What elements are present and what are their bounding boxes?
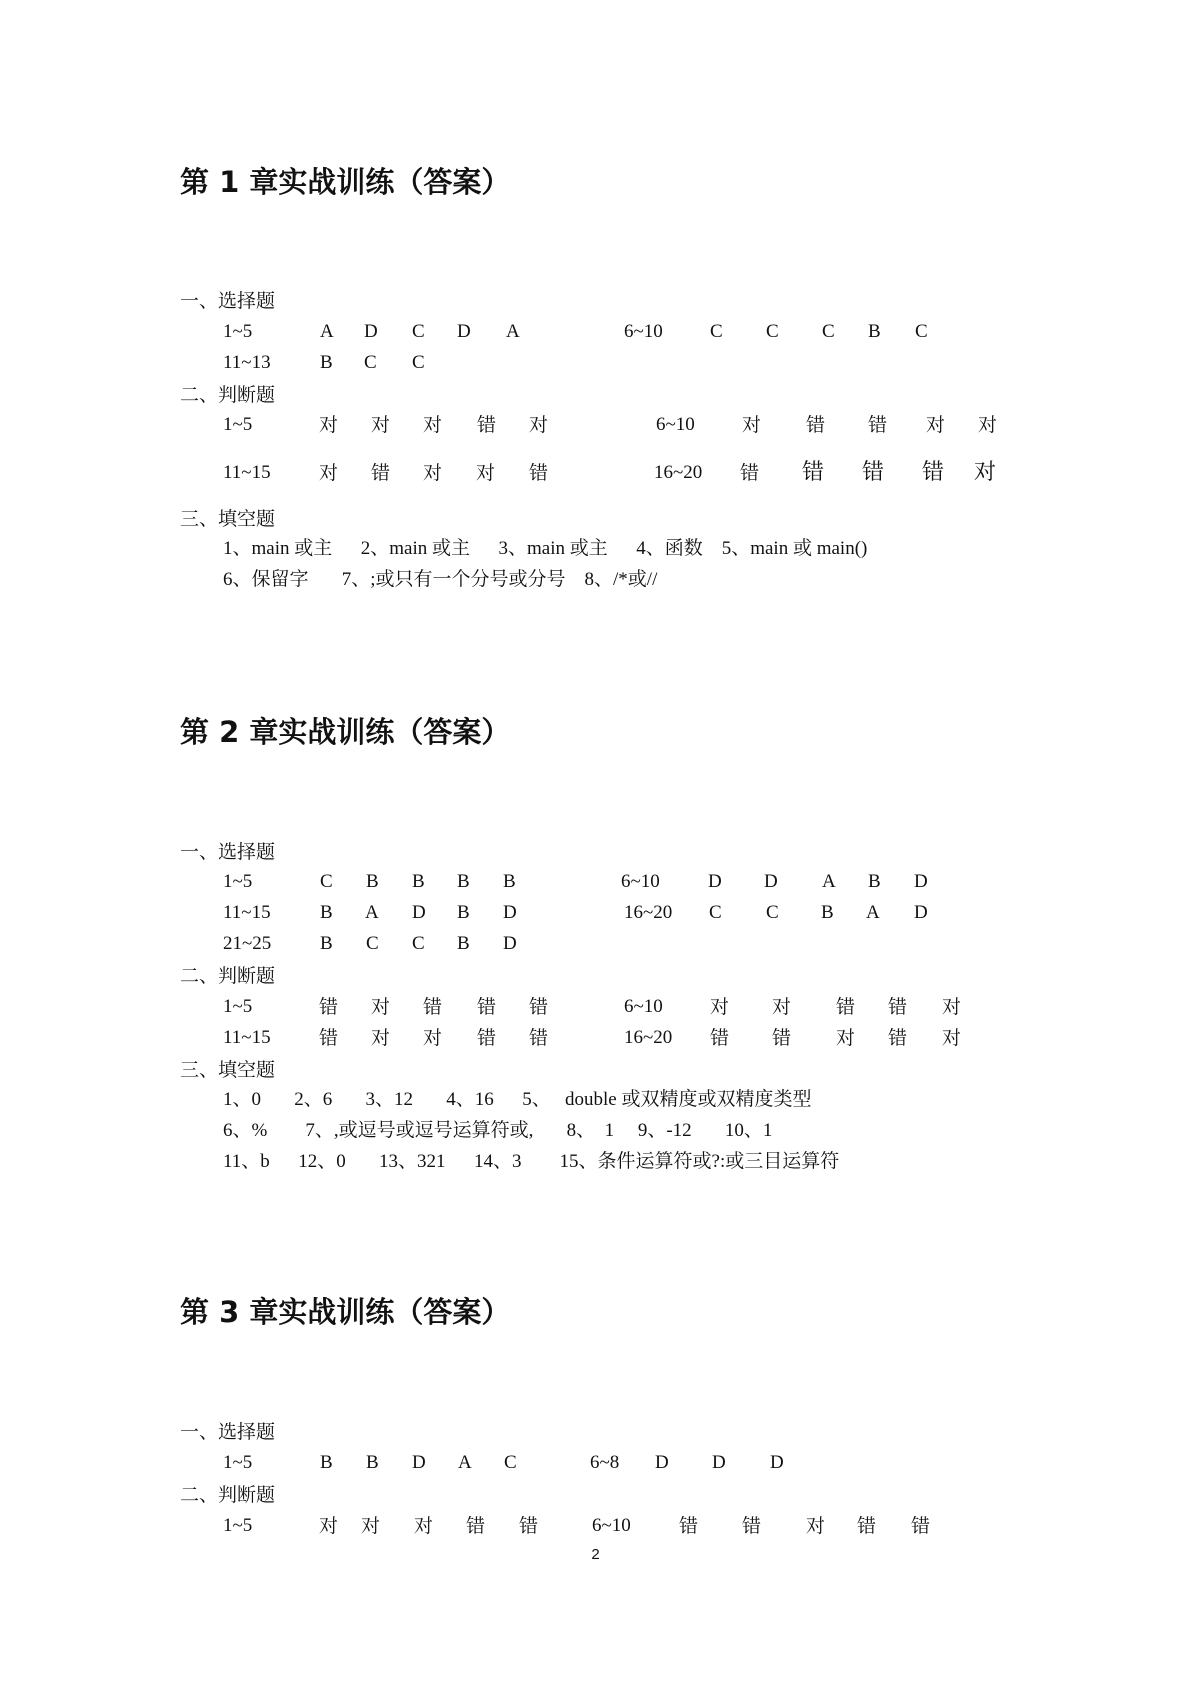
answer-cell: D bbox=[364, 321, 378, 342]
answer-row bbox=[0, 868, 1191, 896]
answer-cell: C bbox=[766, 902, 779, 923]
answer-row bbox=[0, 1024, 1191, 1052]
answer-cell: 错 bbox=[519, 1515, 539, 1537]
answer-cell: B bbox=[868, 321, 881, 342]
answer-row bbox=[0, 1512, 1191, 1540]
chapter-title: 第 2 章实战训练（答案） bbox=[180, 715, 511, 749]
answer-cell: B bbox=[457, 933, 470, 954]
answer-cell: 对 bbox=[319, 1515, 339, 1537]
range-label: 6~10 bbox=[621, 871, 660, 892]
range-label: 6~10 bbox=[592, 1515, 631, 1536]
answer-cell: 对 bbox=[974, 460, 997, 485]
answer-cell: 错 bbox=[529, 462, 549, 484]
answer-cell: C bbox=[915, 321, 928, 342]
answer-cell: 对 bbox=[942, 1027, 962, 1049]
range-label: 1~5 bbox=[223, 321, 253, 342]
answer-cell: 错 bbox=[836, 996, 856, 1018]
range-label: 1~5 bbox=[223, 871, 253, 892]
answer-cell: C bbox=[709, 902, 722, 923]
answer-cell: 错 bbox=[888, 996, 908, 1018]
answer-cell: D bbox=[764, 871, 778, 892]
answer-cell: C bbox=[822, 321, 835, 342]
answer-cell: B bbox=[821, 902, 834, 923]
answer-cell: C bbox=[710, 321, 723, 342]
answer-cell: 对 bbox=[319, 414, 339, 436]
fill-section-label: 三、填空题 bbox=[180, 508, 276, 530]
answer-cell: D bbox=[503, 933, 517, 954]
answer-cell: 对 bbox=[371, 414, 391, 436]
answer-cell: 错 bbox=[371, 462, 391, 484]
answer-cell: 对 bbox=[371, 1027, 391, 1049]
answer-cell: 对 bbox=[371, 996, 391, 1018]
answer-cell: C bbox=[412, 321, 425, 342]
answer-cell: B bbox=[366, 871, 379, 892]
answer-cell: A bbox=[866, 902, 880, 923]
answer-cell: 对 bbox=[414, 1515, 434, 1537]
answer-cell: D bbox=[457, 321, 471, 342]
answer-cell: 错 bbox=[710, 1027, 730, 1049]
answer-cell: 对 bbox=[476, 462, 496, 484]
judge-section-label: 二、判断题 bbox=[180, 1484, 276, 1506]
answer-cell: 错 bbox=[868, 414, 888, 436]
answer-cell: 错 bbox=[802, 460, 825, 485]
answer-cell: 错 bbox=[740, 462, 760, 484]
range-label: 6~10 bbox=[656, 414, 695, 435]
answer-cell: 错 bbox=[857, 1515, 877, 1537]
answer-row bbox=[0, 930, 1191, 958]
fill-answer-line: 11、b 12、0 13、321 14、3 15、条件运算符或?:或三目运算符 bbox=[223, 1151, 840, 1172]
range-label: 16~20 bbox=[654, 462, 703, 483]
answer-cell: A bbox=[320, 321, 334, 342]
answer-cell: C bbox=[412, 352, 425, 373]
answer-cell: 对 bbox=[423, 1027, 443, 1049]
answer-cell: 错 bbox=[319, 996, 339, 1018]
answer-cell: A bbox=[822, 871, 836, 892]
answer-cell: 对 bbox=[319, 462, 339, 484]
answer-cell: 错 bbox=[772, 1027, 792, 1049]
answer-cell: C bbox=[364, 352, 377, 373]
answer-cell: A bbox=[506, 321, 520, 342]
answer-cell: 对 bbox=[772, 996, 792, 1018]
range-label: 16~20 bbox=[624, 1027, 673, 1048]
range-label: 6~8 bbox=[590, 1452, 620, 1473]
answer-cell: B bbox=[868, 871, 881, 892]
answer-cell: 错 bbox=[911, 1515, 931, 1537]
page-number: 2 bbox=[591, 1546, 600, 1563]
answer-cell: D bbox=[503, 902, 517, 923]
chapter-title: 第 3 章实战训练（答案） bbox=[180, 1295, 511, 1329]
answer-cell: 对 bbox=[978, 414, 998, 436]
chapter-title: 第 1 章实战训练（答案） bbox=[180, 165, 511, 199]
answer-cell: 错 bbox=[477, 996, 497, 1018]
choice-section-label: 一、选择题 bbox=[180, 841, 276, 863]
range-label: 6~10 bbox=[624, 321, 663, 342]
answer-cell: A bbox=[458, 1452, 472, 1473]
answer-cell: 对 bbox=[926, 414, 946, 436]
answer-cell: B bbox=[320, 902, 333, 923]
answer-row bbox=[0, 993, 1191, 1021]
answer-cell: 对 bbox=[423, 414, 443, 436]
answer-cell: 对 bbox=[742, 414, 762, 436]
answer-cell: 错 bbox=[922, 460, 945, 485]
answer-cell: A bbox=[365, 902, 379, 923]
answer-cell: 对 bbox=[710, 996, 730, 1018]
range-label: 1~5 bbox=[223, 1452, 253, 1473]
answer-cell: 错 bbox=[529, 996, 549, 1018]
answer-cell: B bbox=[457, 871, 470, 892]
answer-cell: 错 bbox=[319, 1027, 339, 1049]
answer-cell: D bbox=[914, 902, 928, 923]
answer-cell: D bbox=[708, 871, 722, 892]
fill-answer-line: 6、保留字 7、;或只有一个分号或分号 8、/*或// bbox=[223, 569, 658, 590]
answer-cell: C bbox=[366, 933, 379, 954]
answer-cell: 错 bbox=[862, 460, 885, 485]
choice-section-label: 一、选择题 bbox=[180, 1421, 276, 1443]
answer-cell: C bbox=[504, 1452, 517, 1473]
answer-cell: D bbox=[412, 1452, 426, 1473]
answer-cell: 对 bbox=[361, 1515, 381, 1537]
fill-answer-line: 6、% 7、,或逗号或逗号运算符或, 8、 1 9、-12 10、1 bbox=[223, 1120, 773, 1141]
choice-section-label: 一、选择题 bbox=[180, 290, 276, 312]
range-label: 11~15 bbox=[223, 902, 271, 923]
answer-cell: 错 bbox=[529, 1027, 549, 1049]
answer-cell: 错 bbox=[679, 1515, 699, 1537]
range-label: 1~5 bbox=[223, 996, 253, 1017]
range-label: 11~15 bbox=[223, 1027, 271, 1048]
answer-cell: 错 bbox=[806, 414, 826, 436]
answer-cell: 错 bbox=[888, 1027, 908, 1049]
fill-answer-line: 1、main 或主 2、main 或主 3、main 或主 4、函数 5、main 或 main() bbox=[223, 538, 868, 559]
range-label: 11~15 bbox=[223, 462, 271, 483]
answer-cell: 对 bbox=[423, 462, 443, 484]
answer-cell: B bbox=[457, 902, 470, 923]
answer-cell: D bbox=[914, 871, 928, 892]
answer-cell: 错 bbox=[477, 414, 497, 436]
answer-cell: 错 bbox=[742, 1515, 762, 1537]
answer-cell: B bbox=[503, 871, 516, 892]
answer-cell: 对 bbox=[806, 1515, 826, 1537]
range-label: 1~5 bbox=[223, 1515, 253, 1536]
judge-section-label: 二、判断题 bbox=[180, 384, 276, 406]
fill-answer-line: 1、0 2、6 3、12 4、16 5、 double 或双精度或双精度类型 bbox=[223, 1089, 812, 1110]
answer-cell: C bbox=[320, 871, 333, 892]
answer-cell: B bbox=[320, 1452, 333, 1473]
answer-cell: D bbox=[770, 1452, 784, 1473]
answer-cell: B bbox=[320, 352, 333, 373]
answer-cell: 错 bbox=[466, 1515, 486, 1537]
answer-cell: D bbox=[655, 1452, 669, 1473]
answer-cell: D bbox=[712, 1452, 726, 1473]
answer-cell: 错 bbox=[477, 1027, 497, 1049]
answer-cell: B bbox=[320, 933, 333, 954]
answer-cell: B bbox=[366, 1452, 379, 1473]
range-label: 6~10 bbox=[624, 996, 663, 1017]
fill-section-label: 三、填空题 bbox=[180, 1059, 276, 1081]
answer-row bbox=[0, 1449, 1191, 1477]
answer-cell: D bbox=[412, 902, 426, 923]
answer-row bbox=[0, 318, 1191, 346]
range-label: 11~13 bbox=[223, 352, 271, 373]
answer-cell: C bbox=[766, 321, 779, 342]
answer-row bbox=[0, 459, 1191, 487]
answer-cell: C bbox=[412, 933, 425, 954]
answer-cell: B bbox=[412, 871, 425, 892]
answer-cell: 对 bbox=[942, 996, 962, 1018]
range-label: 16~20 bbox=[624, 902, 673, 923]
answer-cell: 错 bbox=[423, 996, 443, 1018]
range-label: 21~25 bbox=[223, 933, 272, 954]
answer-row bbox=[0, 411, 1191, 439]
answer-row bbox=[0, 349, 1191, 377]
range-label: 1~5 bbox=[223, 414, 253, 435]
judge-section-label: 二、判断题 bbox=[180, 965, 276, 987]
answer-cell: 对 bbox=[836, 1027, 856, 1049]
answer-cell: 对 bbox=[529, 414, 549, 436]
answer-row bbox=[0, 899, 1191, 927]
